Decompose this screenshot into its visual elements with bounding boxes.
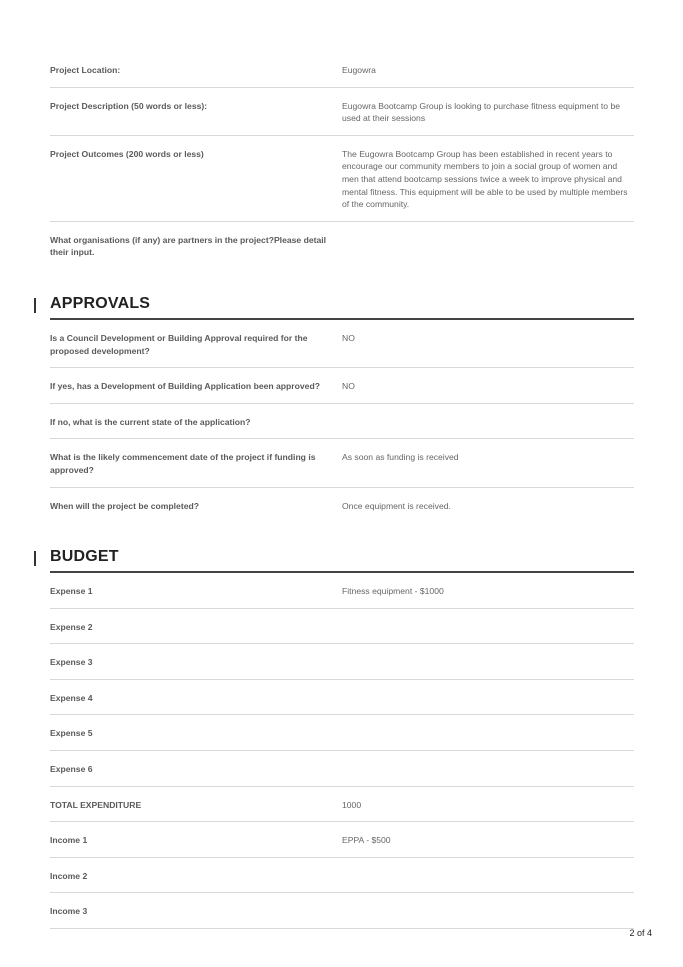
budget-row (50, 573, 634, 609)
field-value (342, 234, 634, 259)
form-row-project-description (50, 88, 634, 136)
form-row-project-location (50, 52, 634, 88)
field-value (342, 621, 634, 634)
field-label: Expense 2 (50, 621, 93, 632)
section-marker (34, 551, 36, 566)
field-label: Income 1 (50, 835, 88, 846)
field-label: Is a Council Development or Building Approval required for the proposed development? (50, 332, 308, 356)
form-row-commencement-date (50, 439, 634, 487)
form-page (50, 52, 634, 929)
field-label: If yes, has a Development of Building Application been approved? (50, 381, 320, 392)
budget-row (50, 609, 634, 645)
section-marker (34, 298, 36, 313)
field-value: Once equipment is received. (342, 500, 451, 511)
field-value: NO (342, 332, 355, 343)
budget-row (50, 751, 634, 787)
budget-row (50, 858, 634, 894)
budget-row (50, 680, 634, 716)
field-value: Fitness equipment - $1000 (342, 586, 444, 597)
form-row-approval-required (50, 320, 634, 368)
field-label: Project Outcomes (200 words or less) (50, 148, 204, 159)
field-value: Eugowra Bootcamp Group is looking to purchase fitness equipment to be used at their sessions (342, 100, 621, 124)
field-value (342, 416, 634, 429)
field-label: Expense 4 (50, 692, 93, 703)
field-label: TOTAL EXPENDITURE (50, 799, 142, 810)
field-label: Project Location: (50, 65, 121, 75)
field-label: Expense 1 (50, 586, 93, 597)
section-heading: BUDGET (50, 548, 634, 573)
field-value: As soon as funding is received (342, 452, 459, 463)
field-label: If no, what is the current state of the application? (50, 416, 251, 427)
field-label: Expense 6 (50, 764, 93, 775)
budget-row (50, 822, 634, 858)
field-label: When will the project be completed? (50, 500, 199, 511)
field-value (342, 692, 634, 705)
form-row-application-state (50, 404, 634, 440)
field-value (342, 905, 634, 918)
field-value: The Eugowra Bootcamp Group has been established in recent years to encourage our community members to join a social group of women and men that attend bootcamp sessions twice a week to improve physical and mental fitness. This equipment will be able to be used by multiple members of the community. (342, 148, 628, 210)
field-label: What is the likely commencement date of the project if funding is approved? (50, 452, 316, 475)
field-value (342, 763, 634, 776)
budget-row-total (50, 787, 634, 823)
form-row-completion (50, 488, 634, 523)
field-label: Income 2 (50, 870, 88, 881)
approvals-section (50, 295, 634, 522)
budget-row (50, 715, 634, 751)
budget-section (50, 548, 634, 929)
form-row-application-approved (50, 368, 634, 404)
section-heading: APPROVALS (50, 295, 634, 320)
budget-row (50, 893, 634, 929)
field-label: What organisations (if any) are partners in the project?Please detail their input. (50, 234, 327, 258)
field-value: EPPA - $500 (342, 835, 391, 846)
budget-row (50, 644, 634, 680)
page-number: 2 of 4 (629, 928, 652, 938)
form-row-project-outcomes (50, 136, 634, 222)
field-label: Expense 5 (50, 728, 93, 739)
field-label: Project Description (50 words or less): (50, 100, 208, 111)
field-value (342, 727, 634, 740)
field-value: NO (342, 381, 355, 392)
field-value: 1000 (342, 799, 362, 810)
field-label: Expense 3 (50, 657, 93, 668)
field-value (342, 870, 634, 883)
field-label: Income 3 (50, 906, 88, 917)
field-value: Eugowra (342, 65, 376, 75)
form-row-partners (50, 222, 634, 269)
field-value (342, 656, 634, 669)
project-details (50, 52, 634, 269)
